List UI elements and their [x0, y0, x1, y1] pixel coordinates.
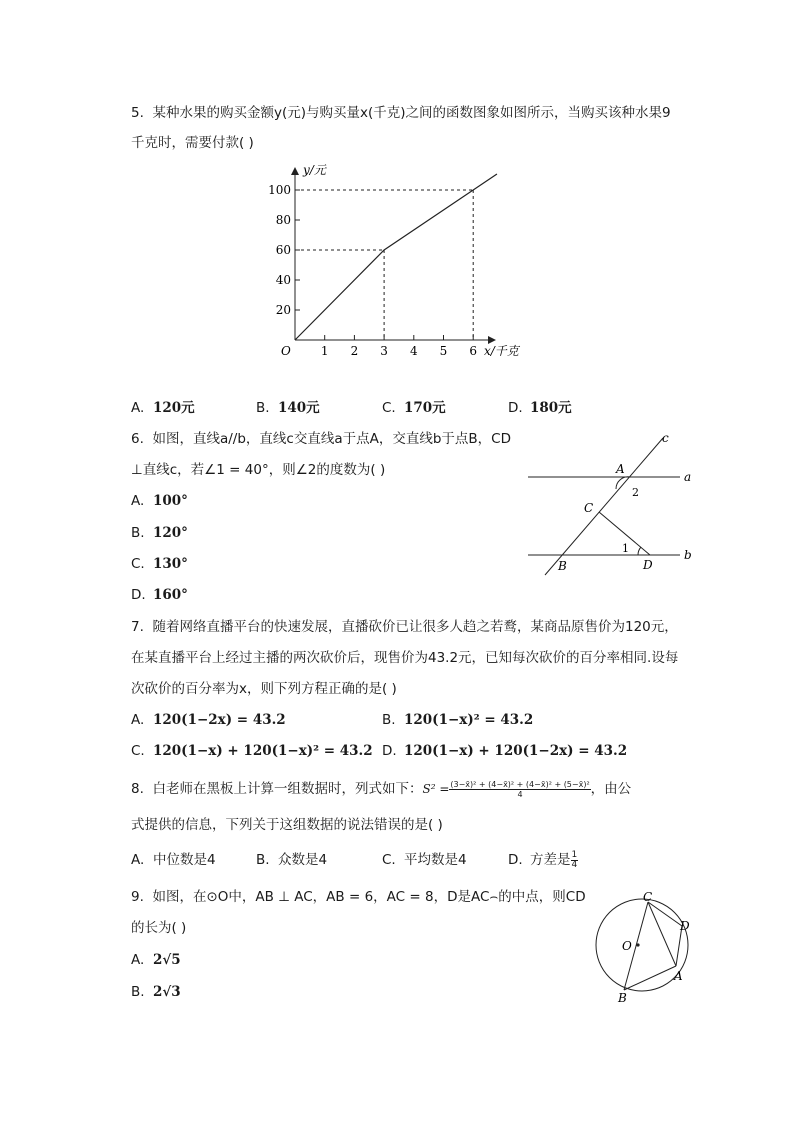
label-c: C	[643, 890, 653, 904]
label-a: a	[684, 470, 692, 484]
x-tick-label: 2	[350, 344, 359, 358]
q6-option-a[interactable]: A. 100°	[131, 493, 188, 509]
q5-line-chart	[262, 160, 532, 360]
chart-guides	[295, 190, 473, 340]
q7-option-d[interactable]: D. 120(1−x) + 120(1−2x) = 43.2	[382, 743, 628, 759]
q8-line1: 8. 白老师在黑板上计算一组数据时，列式如下：S² = $\frac{\text{(3−x̄)² + (4−x̄)² + (4−x̄)² + (5−x̄)²}}{4}$ ，由公	[131, 779, 632, 799]
chord-ab	[624, 966, 676, 990]
q6-line1: 6. 如图，直线a//b，直线c交直线a于点A，交直线b于点B，CD	[131, 431, 512, 447]
q6-option-d[interactable]: D. 160°	[131, 587, 188, 603]
q6-option-c[interactable]: C. 130°	[131, 556, 188, 572]
label-point-b: B	[558, 559, 567, 573]
q7-line1: 7. 随着网络直播平台的快速发展，直播砍价已让很多人趋之若鹜，某商品原售价为120元，	[131, 619, 678, 635]
label-o: O	[622, 939, 632, 953]
q5-option-d[interactable]: D. 180元	[508, 400, 572, 416]
label-c: c	[662, 431, 669, 445]
q6-parallel-lines-figure	[520, 430, 710, 580]
q9-option-a[interactable]: A. 2√5	[131, 952, 181, 968]
q9-line1: 9. 如图，在⊙O中，AB ⊥ AC，AB = 6，AC = 8，D是AC⌢的中点，则CD	[131, 889, 586, 905]
fraction-one-quarter: $\frac{1}{4}$	[571, 849, 578, 870]
q5-option-b[interactable]: B. 140元	[256, 400, 320, 416]
x-tick-label: 3	[380, 344, 388, 358]
y-tick-label: 20	[275, 303, 291, 317]
q5-line2: 千克时，需要付款( )	[131, 135, 254, 151]
question-number: 5.	[131, 105, 144, 121]
chart-axes	[291, 167, 496, 344]
q9-line2: 的长为( )	[131, 920, 187, 936]
origin-label: O	[281, 344, 291, 358]
label-a: A	[674, 969, 683, 983]
y-axis-arrow	[291, 167, 299, 175]
q9-circle-figure	[590, 888, 710, 1008]
label-angle-1: 1	[622, 542, 629, 555]
variance-symbol: S² =	[422, 782, 450, 796]
q9-option-b[interactable]: B. 2√3	[131, 984, 181, 1000]
x-axis-label: x/千克	[484, 344, 519, 358]
x-tick-label: 1	[320, 344, 329, 358]
label-b: b	[684, 548, 692, 562]
q7-option-c[interactable]: C. 120(1−x) + 120(1−x)² = 43.2	[131, 743, 373, 759]
x-tick-label: 5	[439, 344, 448, 358]
q5-option-a[interactable]: A. 120元	[131, 400, 195, 416]
x-axis-arrow	[488, 336, 496, 344]
q8-option-d[interactable]: D. 方差是 $\frac{1}{4}$	[508, 849, 578, 870]
y-tick-label: 100	[268, 183, 291, 197]
variance-formula: $\frac{\text{(3−x̄)² + (4−x̄)² + (4−x̄)² + (5−x̄)²}}{4}$	[450, 779, 590, 799]
y-tick-label: 60	[275, 243, 291, 257]
label-point-c: C	[584, 501, 594, 515]
q5-line1: 5. 某种水果的购买金额y(元)与购买量x(千克)之间的函数图象如图所示，当购买该种水果9	[131, 105, 671, 121]
q7-option-a[interactable]: A. 120(1−2x) = 43.2	[131, 712, 286, 728]
angle-1-arc	[638, 547, 641, 555]
x-tick-label: 4	[409, 344, 418, 358]
q8-line2: 式提供的信息，下列关于这组数据的说法错误的是( )	[131, 817, 443, 833]
label-b: B	[618, 991, 627, 1005]
label-d: D	[680, 919, 690, 933]
q6-line2: ⊥直线c，若∠1 = 40°，则∠2的度数为( )	[131, 462, 386, 478]
q8-option-c[interactable]: C. 平均数是4	[382, 852, 467, 868]
q7-line3: 次砍价的百分率为x，则下列方程正确的是( )	[131, 681, 397, 697]
q7-option-b[interactable]: B. 120(1−x)² = 43.2	[382, 712, 534, 728]
label-angle-2: 2	[632, 486, 639, 499]
q5-option-c[interactable]: C. 170元	[382, 400, 446, 416]
q8-option-b[interactable]: B. 众数是4	[256, 852, 328, 868]
chart-labels	[281, 163, 521, 358]
chart-series	[295, 174, 497, 340]
label-point-d: D	[643, 558, 653, 572]
label-point-a: A	[616, 462, 625, 476]
y-tick-label: 40	[275, 273, 291, 287]
q8-option-a[interactable]: A. 中位数是4	[131, 852, 216, 868]
series-line	[295, 174, 497, 340]
y-tick-label: 80	[275, 213, 291, 227]
x-tick-label: 6	[469, 344, 478, 358]
q7-line2: 在某直播平台上经过主播的两次砍价后，现售价为43.2元，已知每次砍价的百分率相同.设每	[131, 650, 679, 666]
line-c	[545, 438, 663, 575]
q6-option-b[interactable]: B. 120°	[131, 525, 188, 541]
y-axis-label: y/元	[303, 163, 326, 177]
